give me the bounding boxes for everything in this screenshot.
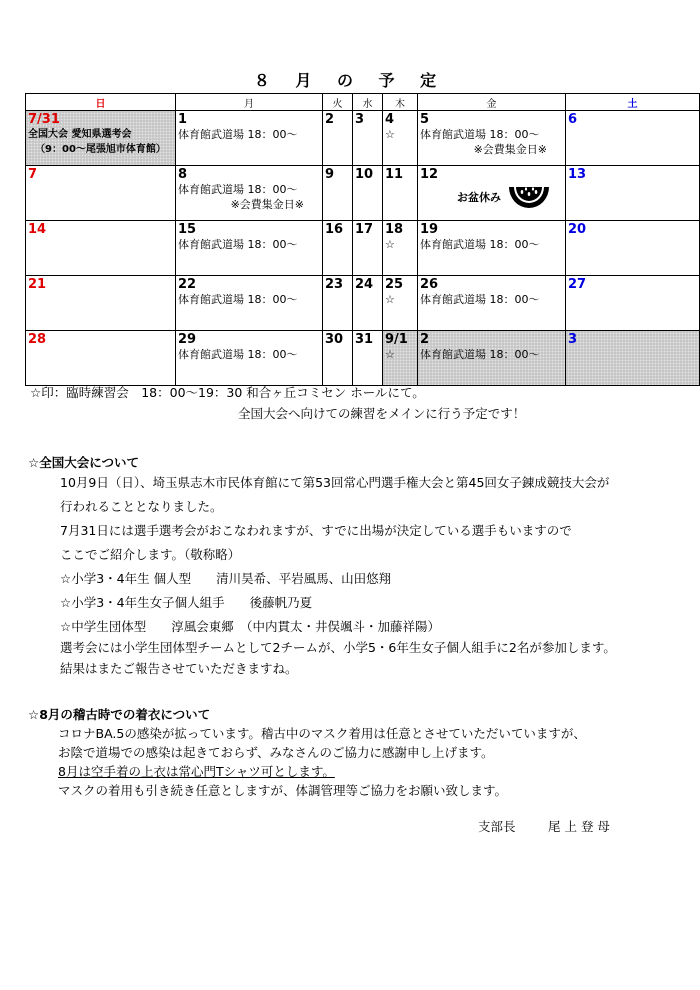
- week-row: [26, 276, 700, 331]
- event-text: 体育館武道場 18：00〜: [420, 128, 540, 141]
- day-cell: [26, 276, 176, 331]
- day-number: 14: [28, 222, 47, 237]
- obon-label: お盆休み: [457, 191, 501, 204]
- event-note: ※会費集金日※: [473, 143, 547, 156]
- day-cell: [26, 111, 176, 166]
- day-number: 6: [568, 112, 578, 127]
- event-text: 体育館武道場 18：00〜: [420, 348, 540, 361]
- day-number: 18: [385, 222, 404, 237]
- day-cell: [566, 276, 700, 331]
- weekday-wed: 水: [353, 94, 383, 111]
- day-number: 2: [325, 112, 335, 127]
- paragraph-line: お陰で道場での感染は起きておらず、みなさんのご協力に感謝申し上げます。: [58, 745, 494, 760]
- paragraph-line: 7月31日には選手選考会がおこなわれますが、すでに出場が決定している選手もいますので: [60, 523, 572, 538]
- weekday-tue: 火: [323, 94, 353, 111]
- day-number: 3: [355, 112, 365, 127]
- day-number: 22: [178, 277, 197, 292]
- paragraph-line: ここでご紹介します。（敬称略）: [60, 547, 241, 562]
- day-cell: [176, 221, 323, 276]
- event-text: 体育館武道場 18：00〜: [420, 293, 540, 306]
- signature-role: 支部長: [478, 819, 516, 834]
- event-text: 体育館武道場 18：00〜: [178, 183, 298, 196]
- event-note: ※会費集金日※: [230, 198, 304, 211]
- day-number: 5: [420, 112, 430, 127]
- event-text: （9：00〜尾張旭市体育館）: [35, 144, 166, 155]
- event-text: 体育館武道場 18：00〜: [178, 293, 298, 306]
- page-title: ８ 月 の 予 定: [253, 71, 447, 90]
- day-number: 21: [28, 277, 47, 292]
- day-cell: [383, 331, 418, 386]
- day-cell: [383, 276, 418, 331]
- day-number: 25: [385, 277, 404, 292]
- star-mark: ☆: [385, 128, 395, 141]
- day-number: 28: [28, 332, 47, 347]
- star-mark: ☆: [385, 348, 395, 361]
- day-number: 30: [325, 332, 344, 347]
- day-cell: [176, 111, 323, 166]
- day-cell: [323, 221, 353, 276]
- section-heading: ☆全国大会について: [28, 455, 139, 470]
- day-number: 24: [355, 277, 374, 292]
- day-cell: [353, 276, 383, 331]
- legend-line: ☆印：臨時練習会 18：00〜19：30 和合ヶ丘コミセン ホールにて。: [30, 385, 425, 400]
- day-number: 7/31: [28, 112, 60, 127]
- day-cell: [323, 331, 353, 386]
- day-number: 11: [385, 167, 404, 182]
- day-cell: [418, 166, 566, 221]
- day-number: 20: [568, 222, 587, 237]
- august-calendar: [25, 93, 700, 386]
- day-cell: [26, 221, 176, 276]
- day-number: 15: [178, 222, 197, 237]
- day-cell: [383, 221, 418, 276]
- paragraph-line: 選考会には小学生団体型チームとして2チームが、小学5・6年生女子個人組手に2名が参加します。: [60, 640, 616, 655]
- paragraph-line: コロナBA.5の感染が拡っています。稽古中のマスク着用は任意とさせていただいていますが、: [58, 726, 586, 741]
- day-cell: [418, 221, 566, 276]
- day-cell: [323, 166, 353, 221]
- week-row: [26, 331, 700, 386]
- weekday-fri: 金: [418, 94, 566, 111]
- day-number: 2: [420, 332, 430, 347]
- weekday-header-row: [26, 94, 700, 111]
- paragraph-line-underlined: 8月は空手着の上衣は常心門Tシャツ可とします。: [58, 764, 335, 779]
- paragraph-line: 10月9日（日）、埼玉県志木市民体育館にて第53回常心門選手権大会と第45回女子錬成競技大会が: [60, 475, 610, 490]
- day-cell: [566, 111, 700, 166]
- event-text: 体育館武道場 18：00〜: [178, 238, 298, 251]
- day-number: 4: [385, 112, 395, 127]
- day-number: 17: [355, 222, 374, 237]
- paragraph-line: 行われることとなりました。: [60, 499, 223, 514]
- day-cell: [418, 111, 566, 166]
- day-cell: [566, 331, 700, 386]
- day-cell: [383, 111, 418, 166]
- day-number: 16: [325, 222, 344, 237]
- day-cell: [353, 111, 383, 166]
- event-text: 全国大会 愛知県選考会: [28, 129, 132, 140]
- day-cell: [176, 331, 323, 386]
- day-cell: [566, 166, 700, 221]
- day-number: 27: [568, 277, 587, 292]
- day-cell: [176, 276, 323, 331]
- day-cell: [323, 276, 353, 331]
- week-row: [26, 221, 700, 276]
- paragraph-line: ☆小学3・4年生女子個人組手 後藤帆乃夏: [60, 595, 313, 610]
- day-number: 9/1: [385, 332, 408, 347]
- day-cell: [353, 166, 383, 221]
- day-cell: [566, 221, 700, 276]
- day-number: 26: [420, 277, 439, 292]
- day-number: 8: [178, 167, 188, 182]
- paragraph-line: ☆中学生団体型 淳風会東郷 （中内貫太・井俣颯斗・加藤祥陽）: [60, 619, 440, 634]
- star-mark: ☆: [385, 238, 395, 251]
- event-text: 体育館武道場 18：00〜: [178, 128, 298, 141]
- day-cell: [26, 166, 176, 221]
- day-number: 3: [568, 332, 578, 347]
- day-cell: [353, 221, 383, 276]
- star-mark: ☆: [385, 293, 395, 306]
- watermelon-icon: [507, 184, 551, 210]
- day-cell: [418, 331, 566, 386]
- day-cell: [176, 166, 323, 221]
- weekday-sun: 日: [26, 94, 176, 111]
- day-cell: [26, 331, 176, 386]
- day-number: 12: [420, 167, 439, 182]
- day-number: 19: [420, 222, 439, 237]
- day-cell: [353, 331, 383, 386]
- legend-line: 全国大会へ向けての練習をメインに行う予定です！: [238, 406, 526, 421]
- signature-name: 尾 上 登 母: [548, 819, 610, 834]
- day-cell: [383, 166, 418, 221]
- day-number: 23: [325, 277, 344, 292]
- weekday-mon: 月: [176, 94, 323, 111]
- day-number: 13: [568, 167, 587, 182]
- event-text: 体育館武道場 18：00〜: [178, 348, 298, 361]
- day-number: 7: [28, 167, 38, 182]
- day-number: 1: [178, 112, 188, 127]
- paragraph-line: 結果はまたご報告させていただきますね。: [60, 661, 298, 676]
- day-cell: [323, 111, 353, 166]
- week-row: [26, 111, 700, 166]
- section-heading: ☆8月の稽古時での着衣について: [28, 707, 211, 722]
- day-number: 31: [355, 332, 374, 347]
- week-row: [26, 166, 700, 221]
- obon-holiday: [418, 184, 565, 210]
- day-number: 9: [325, 167, 335, 182]
- day-number: 10: [355, 167, 374, 182]
- day-cell: [418, 276, 566, 331]
- weekday-thu: 木: [383, 94, 418, 111]
- day-number: 29: [178, 332, 197, 347]
- paragraph-line: ☆小学3・4年生 個人型 清川昊希、平岩風馬、山田悠翔: [60, 571, 392, 586]
- paragraph-line: マスクの着用も引き続き任意としますが、体調管理等ご協力をお願い致します。: [58, 783, 508, 798]
- event-text: 体育館武道場 18：00〜: [420, 238, 540, 251]
- weekday-sat: 土: [566, 94, 700, 111]
